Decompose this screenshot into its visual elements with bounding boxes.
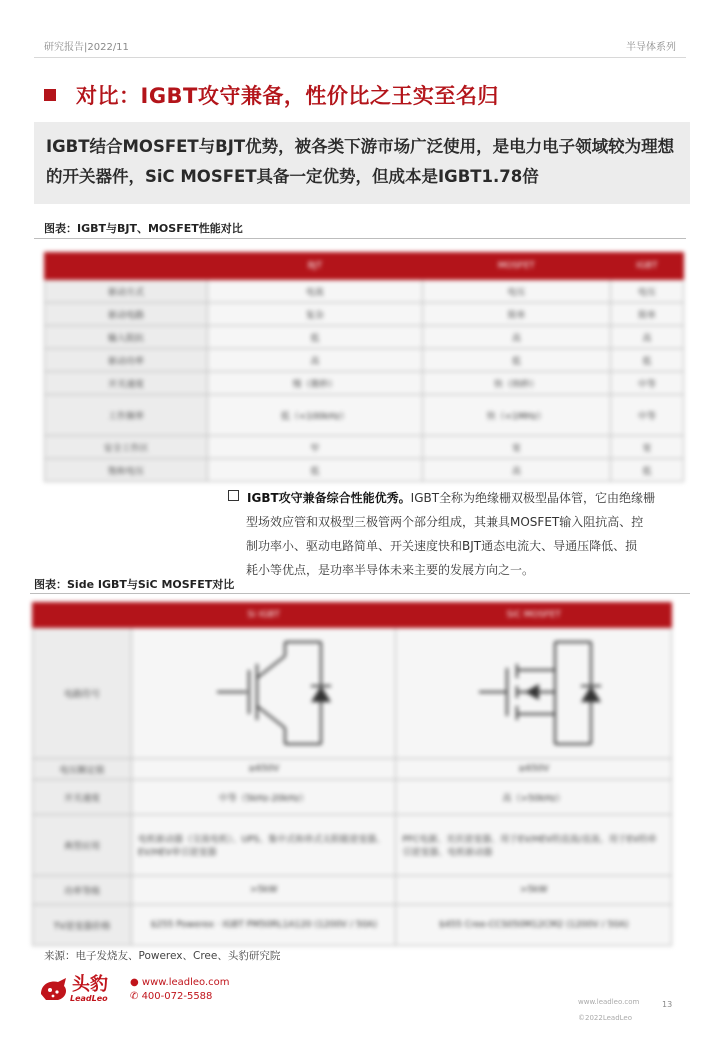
table-cell: 中等: [610, 372, 683, 395]
footer-phone: ✆ 400-072-5588: [130, 991, 213, 1002]
row-label: 安全工作区: [45, 436, 208, 459]
table-cell: 窄: [208, 436, 423, 459]
header-series: 半导体系列: [626, 42, 676, 53]
row-label: 驱动功率: [45, 349, 208, 372]
igbt-circuit-symbol-icon: [189, 634, 339, 750]
table-header-cell: MOSFET: [422, 253, 610, 280]
row-label: 驱动电路: [45, 303, 208, 326]
page-title-block: [44, 80, 499, 110]
globe-icon: ●: [130, 977, 142, 988]
title-square-icon: [44, 89, 56, 101]
footer-right: [578, 994, 639, 1026]
table-cell: 低: [610, 349, 683, 372]
table-row: [33, 876, 672, 905]
table-header-row: [33, 603, 672, 628]
table-cell: ≥650V: [132, 759, 396, 780]
row-label: 电路符号: [33, 628, 132, 759]
page-title: 对比：IGBT攻守兼备，性价比之王实至名归: [76, 84, 499, 108]
mosfet-circuit-symbol-icon: [459, 634, 609, 750]
table-cell: 简单: [422, 303, 610, 326]
table-cell: 电流: [208, 280, 423, 303]
table-row: [45, 436, 684, 459]
figure1-title: 图表：IGBT与BJT、MOSFET性能对比: [44, 222, 243, 235]
table-cell: 低: [208, 326, 423, 349]
table-header-cell: Si IGBT: [132, 603, 396, 628]
figure2-title: 图表：Side IGBT与SiC MOSFET对比: [34, 578, 235, 591]
row-label: 功率等级: [33, 876, 132, 905]
table-row: [45, 372, 684, 395]
header-report-date: 研究报告|2022/11: [44, 42, 129, 53]
table-cell: 高: [422, 459, 610, 482]
row-label: 饱和电压: [45, 459, 208, 482]
table-cell: ≥650V: [396, 759, 672, 780]
table-row: [45, 459, 684, 482]
table-header-cell: [45, 253, 208, 280]
logo-cn-text: 头豹: [72, 973, 108, 995]
checkbox-bullet-icon: [228, 490, 239, 501]
leadleo-logo[interactable]: [38, 974, 108, 1004]
row-label: 工作频率: [45, 395, 208, 436]
table-row: [33, 815, 672, 876]
table-cell: 高: [208, 349, 423, 372]
table-cell: 电压: [422, 280, 610, 303]
table-cell: 电机驱动器（交流电机）、UPS、集中式和串式太阳能逆变器、EV/HEV牵引逆变器: [132, 815, 396, 876]
table-row: [45, 349, 684, 372]
table-cell: 低: [208, 459, 423, 482]
table-header-row: [45, 253, 684, 280]
table-cell: 宽: [422, 436, 610, 459]
table-cell: 高（>50kHz）: [396, 780, 672, 815]
table-header-cell: BJT: [208, 253, 423, 280]
table-row: [45, 280, 684, 303]
row-label: TV逆变器价格: [33, 905, 132, 946]
table-header-cell: SiC MOSFET: [396, 603, 672, 628]
table-header-cell: [33, 603, 132, 628]
row-label: 电压额定值: [33, 759, 132, 780]
table-cell: PFC电源、光伏逆变器、用于EV/HEV的直流/直流、用于EV的牵引逆变器、电机驱动器: [396, 815, 672, 876]
row-label: 开关速度: [45, 372, 208, 395]
table-row: [33, 905, 672, 946]
logo-en-text: LeadLeo: [70, 993, 108, 1003]
table-cell: 中等: [610, 395, 683, 436]
table-cell: $255 Powerex · IGBT PM50RL1A120 (1200V / 50A): [132, 905, 396, 946]
igbt-bjt-mosfet-table: [44, 252, 684, 482]
bullet-lead: IGBT攻守兼备综合性能优秀。: [247, 491, 411, 505]
footer-website[interactable]: ● www.leadleo.com: [130, 977, 230, 988]
table-row: [33, 780, 672, 815]
footer-right-site: www.leadleo.com: [578, 998, 640, 1006]
igbt-symbol-cell: [132, 628, 396, 759]
table-cell: 低: [610, 459, 683, 482]
table-cell: 低（<100kHz）: [208, 395, 423, 436]
table-row: [33, 759, 672, 780]
table-cell: >5kW: [396, 876, 672, 905]
footer-copyright: ©2022LeadLeo: [578, 1014, 632, 1022]
table-row: [45, 303, 684, 326]
bullet-line: 制功率小、驱动电路简单、开关速度快和BJT通态电流大、导通压降低、损: [246, 539, 638, 553]
table-cell: 快（<1MHz）: [422, 395, 610, 436]
figure2-divider: [30, 593, 690, 594]
summary-text: IGBT结合MOSFET与BJT优势，被各类下游市场广泛使用，是电力电子领域较为理想的开关器件，SiC MOSFET具备一定优势，但成本是IGBT1.78倍: [46, 137, 675, 186]
table-row: [33, 628, 672, 759]
table-cell: 慢（微秒）: [208, 372, 423, 395]
footer-contact: [130, 976, 230, 1004]
table-cell: 低: [422, 349, 610, 372]
bullet-line: IGBT全称为绝缘栅双极型晶体管，它由绝缘栅: [410, 491, 656, 505]
table-cell: 简单: [610, 303, 683, 326]
bullet-line: 型场效应管和双极型三极管两个部分组成，其兼具MOSFET输入阻抗高、控: [246, 515, 644, 529]
table-cell: 快（纳秒）: [422, 372, 610, 395]
table-cell: 复杂: [208, 303, 423, 326]
si-igbt-sic-mosfet-table: [32, 602, 672, 946]
row-label: 输入阻抗: [45, 326, 208, 349]
table-row: [45, 326, 684, 349]
source-note: 来源：电子发烧友、Powerex、Cree、头豹研究院: [44, 950, 281, 962]
row-label: 驱动方式: [45, 280, 208, 303]
row-label: 典型应用: [33, 815, 132, 876]
table-cell: 电压: [610, 280, 683, 303]
table-cell: >5kW: [132, 876, 396, 905]
table-cell: $455 Cree-CCS050M12CM2 (1200V / 50A): [396, 905, 672, 946]
table-cell: 高: [422, 326, 610, 349]
figure1-divider: [34, 238, 686, 239]
row-label: 开关速度: [33, 780, 132, 815]
leopard-logo-icon: [38, 974, 70, 1004]
header-divider: [34, 57, 686, 58]
summary-box: [34, 122, 690, 204]
mosfet-symbol-cell: [396, 628, 672, 759]
table-cell: 宽: [610, 436, 683, 459]
bullet-line: 耗小等优点，是功率半导体未来主要的发展方向之一。: [246, 563, 535, 577]
igbt-advantage-paragraph: [228, 486, 688, 582]
page-number: 13: [662, 1000, 673, 1009]
phone-icon: ✆: [130, 991, 142, 1002]
table-cell: 中等（5kHz-20kHz）: [132, 780, 396, 815]
table-header-cell: IGBT: [610, 253, 683, 280]
table-cell: 高: [610, 326, 683, 349]
table-row: [45, 395, 684, 436]
